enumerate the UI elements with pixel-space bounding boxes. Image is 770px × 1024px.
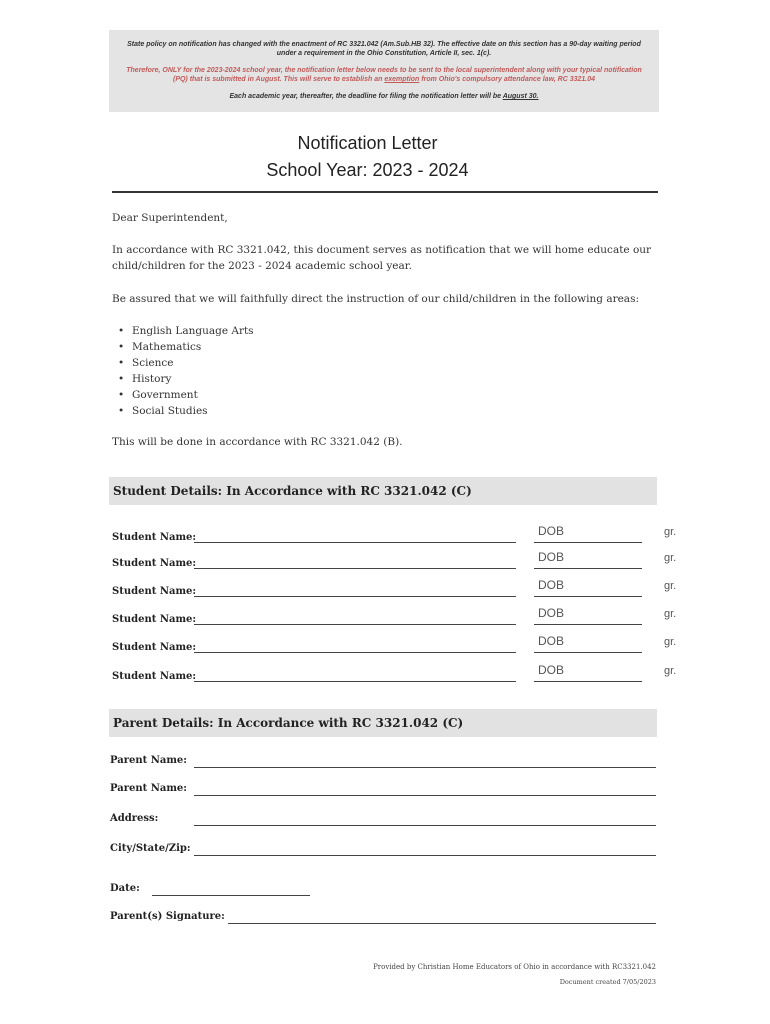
list-item: • Mathematics [118, 339, 254, 355]
signature-field[interactable] [228, 923, 656, 924]
footer-provided-by: Provided by Christian Home Educators of Ohio in accordance with RC3321.042 [373, 963, 656, 971]
policy-notice-box [109, 30, 659, 112]
city-state-zip-label: City/State/Zip: [110, 843, 191, 854]
list-item: • English Language Arts [118, 323, 254, 339]
exemption-text: exemption [384, 76, 420, 83]
date-field[interactable] [152, 895, 310, 896]
grade-label: gr. [664, 608, 677, 620]
city-state-zip-field[interactable] [194, 855, 656, 856]
notice-line-2: Therefore, ONLY for the 2023-2024 school year, the notification letter below needs to be sent to the local superintendent along with your typical notification (PQ) that is submitted in August. This will serve to establish an exemption from Ohio's compulsory attendance law, RC 3321.04 [126, 67, 642, 83]
parent-name-field[interactable] [194, 767, 656, 768]
parent-name-field[interactable] [194, 795, 656, 796]
grade-label: gr. [664, 636, 677, 648]
parent-name-label: Parent Name: [110, 755, 187, 766]
address-label: Address: [110, 813, 159, 824]
student-name-field[interactable] [194, 542, 516, 543]
dob-label: DOB [538, 634, 565, 648]
list-item: • Government [118, 387, 254, 403]
list-item: • History [118, 371, 254, 387]
student-name-field[interactable] [194, 624, 516, 625]
notification-paragraph: In accordance with RC 3321.042, this document serves as notification that we will home educate our child/children for the 2023 - 2024 academic school year. [112, 244, 652, 272]
student-row [112, 577, 687, 597]
signature-label: Parent(s) Signature: [110, 911, 225, 922]
student-row [112, 605, 687, 625]
dob-label: DOB [538, 663, 565, 677]
student-name-field[interactable] [194, 568, 516, 569]
grade-label: gr. [664, 665, 677, 677]
instruction-paragraph: Be assured that we will faithfully direct the instruction of our child/children in the following areas: [112, 293, 639, 305]
dob-label: DOB [538, 524, 565, 538]
grade-label: gr. [664, 526, 677, 538]
address-field[interactable] [194, 825, 656, 826]
notice-line-1: State policy on notification has changed with the enactment of RC 3321.042 (Am.Sub.HB 32). The effective date on this section has a 90-day waiting period under a requirement in the Ohio Constitution, Article II, sec. 1(c). [127, 41, 641, 57]
dob-field[interactable] [534, 681, 642, 682]
student-row [112, 633, 687, 653]
dob-field[interactable] [534, 652, 642, 653]
dob-label: DOB [538, 578, 565, 592]
student-name-field[interactable] [194, 652, 516, 653]
dob-field[interactable] [534, 542, 642, 543]
school-year-title: School Year: 2023 - 2024 [266, 160, 469, 180]
parent-name-label: Parent Name: [110, 783, 187, 794]
footer-created-date: Document created 7/05/2023 [559, 978, 656, 986]
student-row [112, 662, 687, 682]
signature-row [110, 906, 660, 924]
date-row [110, 878, 660, 896]
student-row [112, 523, 687, 543]
student-name-field[interactable] [194, 596, 516, 597]
subject-areas-list [118, 323, 254, 419]
dob-label: DOB [538, 606, 565, 620]
parent-name-row [110, 750, 660, 768]
grade-label: gr. [664, 580, 677, 592]
salutation: Dear Superintendent, [112, 212, 228, 224]
student-name-label: Student Name: [112, 558, 197, 569]
dob-label: DOB [538, 550, 565, 564]
student-details-heading: Student Details: In Accordance with RC 3321.042 (C) [109, 477, 657, 505]
dob-field[interactable] [534, 568, 642, 569]
student-name-field[interactable] [194, 681, 516, 682]
dob-field[interactable] [534, 624, 642, 625]
letter-title: Notification Letter [297, 133, 438, 153]
date-label: Date: [110, 883, 140, 894]
parent-name-row [110, 778, 660, 796]
student-name-label: Student Name: [112, 642, 197, 653]
accordance-paragraph: This will be done in accordance with RC 3321.042 (B). [112, 436, 403, 448]
deadline-date: August 30. [502, 93, 539, 100]
address-row [110, 808, 660, 826]
notice-line-3: Each academic year, thereafter, the deadline for filing the notification letter will be August 30. [229, 93, 539, 100]
student-row [112, 549, 687, 569]
student-name-label: Student Name: [112, 532, 197, 543]
student-name-label: Student Name: [112, 614, 197, 625]
dob-field[interactable] [534, 596, 642, 597]
title-divider [112, 191, 658, 193]
grade-label: gr. [664, 552, 677, 564]
list-item: • Science [118, 355, 254, 371]
list-item: • Social Studies [118, 403, 254, 419]
student-name-label: Student Name: [112, 671, 197, 682]
parent-details-heading: Parent Details: In Accordance with RC 3321.042 (C) [109, 709, 657, 737]
student-name-label: Student Name: [112, 586, 197, 597]
city-state-zip-row [110, 838, 660, 856]
